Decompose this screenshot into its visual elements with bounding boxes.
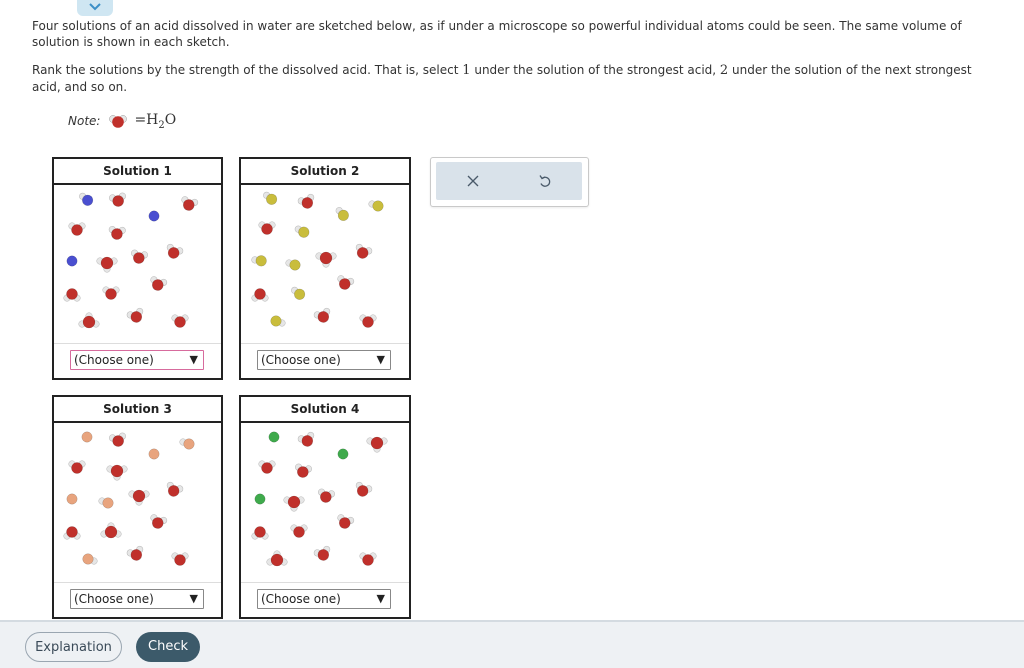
water-molecule [164, 481, 184, 499]
water-molecule [109, 192, 128, 207]
hydronium-ion [316, 252, 337, 267]
water-molecule [360, 315, 377, 328]
check-button[interactable]: Check [136, 632, 200, 662]
solution-1-footer [54, 343, 221, 378]
acid-molecule [83, 554, 98, 565]
solution-3-footer [54, 582, 221, 617]
water-molecule [148, 514, 167, 531]
answer-tools [430, 157, 589, 207]
chevron-down-icon [88, 2, 102, 12]
solution-4-sketch [241, 423, 409, 583]
anion [149, 211, 159, 221]
explanation-button[interactable]: Explanation [25, 632, 122, 662]
solution-2-footer [241, 343, 409, 378]
solution-3-rank-select[interactable]: (Choose one) ▼ [70, 589, 204, 609]
solution-2-rank-select[interactable]: (Choose one) ▼ [257, 350, 391, 370]
solution-1-panel [52, 157, 223, 380]
water-molecule [313, 545, 333, 563]
water-molecule [109, 432, 128, 447]
water-molecule [108, 226, 126, 240]
undo-button[interactable] [532, 168, 558, 194]
water-molecule [294, 463, 313, 478]
intro-text: Four solutions of an acid dissolved in water are sketched below, as if under a microscope so powerful individual atoms could be seen. The same volume of solution is shown in each sketch. [32, 19, 962, 49]
water-molecule [353, 243, 373, 261]
anion [269, 432, 279, 442]
acid-molecule [180, 439, 195, 450]
acid-molecule [333, 206, 351, 222]
solution-3-panel [52, 395, 223, 619]
water-molecule [313, 307, 333, 325]
note-label: Note: [68, 114, 101, 129]
note [68, 112, 176, 131]
water-molecule [69, 223, 86, 236]
acid-molecule [369, 201, 384, 212]
hydronium-ion [107, 465, 128, 480]
solution-3-sketch [54, 423, 221, 583]
water-molecule [69, 461, 86, 474]
water-molecule [172, 315, 189, 328]
water-molecule [130, 249, 149, 264]
solution-4-molecules [241, 423, 409, 583]
water-molecule [252, 289, 269, 302]
acid-molecule [271, 316, 286, 327]
water-molecule [360, 553, 377, 566]
water-formula: $=H_2O$ [134, 112, 177, 131]
acid-molecule [289, 286, 306, 301]
collapse-tab[interactable] [77, 0, 113, 16]
clear-button[interactable] [460, 168, 486, 194]
hydronium-ion [79, 313, 100, 328]
water-molecule [259, 222, 276, 235]
water-molecule [353, 481, 373, 499]
water-molecule-icon [108, 112, 128, 130]
acid-molecule [99, 498, 114, 509]
water-molecule [172, 553, 189, 566]
water-molecule [103, 287, 120, 300]
solution-1-molecules [54, 185, 221, 345]
acid-molecule [261, 191, 278, 206]
solution-4-panel [239, 395, 411, 619]
water-molecule [164, 243, 184, 261]
acid-molecule [286, 260, 301, 271]
anion [255, 494, 265, 504]
anion [149, 449, 159, 459]
solution-2-panel [239, 157, 411, 380]
solution-4-rank-select[interactable]: (Choose one) ▼ [257, 589, 391, 609]
solution-3-molecules [54, 423, 221, 583]
water-molecule [126, 307, 146, 325]
rank-instruction: Rank the solutions by the strength of the dissolved acid. That is, select 1 under the solution of the strongest acid, 2 under the solution of the next strongest acid, and so on. [32, 63, 972, 94]
anion [82, 432, 92, 442]
acid-molecule [251, 255, 267, 268]
acid-molecule [77, 192, 94, 207]
hydronium-ion [101, 523, 122, 538]
solution-2-title: Solution 2 [241, 159, 409, 185]
undo-icon [538, 174, 552, 188]
solution-2-sketch [241, 185, 409, 345]
anion [67, 494, 77, 504]
solution-4-title: Solution 4 [241, 397, 409, 423]
water-molecule [252, 527, 269, 540]
acid-molecule [294, 225, 310, 238]
water-molecule [297, 431, 317, 449]
water-molecule [148, 276, 167, 293]
solution-3-title: Solution 3 [54, 397, 221, 423]
water-molecule [64, 289, 81, 302]
hydronium-ion [97, 257, 118, 272]
solution-1-title: Solution 1 [54, 159, 221, 185]
hydronium-ion [284, 496, 305, 511]
bottom-bar [0, 620, 1024, 668]
close-icon [467, 175, 479, 187]
solution-1-rank-select[interactable]: (Choose one) ▼ [70, 350, 204, 370]
anion [338, 449, 348, 459]
answer-tools-bar [436, 162, 582, 200]
hydronium-ion [267, 551, 288, 566]
water-molecule [335, 275, 354, 292]
hydronium-ion [367, 437, 388, 452]
water-molecule [317, 488, 336, 503]
water-molecule [64, 527, 81, 540]
water-molecule [126, 545, 146, 563]
water-molecule [179, 196, 198, 213]
water-molecule [291, 525, 308, 538]
water-molecule [335, 514, 354, 531]
solution-1-sketch [54, 185, 221, 345]
water-molecule [259, 461, 276, 474]
solution-2-molecules [241, 185, 409, 345]
hydronium-ion [129, 490, 150, 505]
solution-4-footer [241, 582, 409, 617]
anion [67, 256, 77, 266]
water-molecule [297, 193, 317, 211]
